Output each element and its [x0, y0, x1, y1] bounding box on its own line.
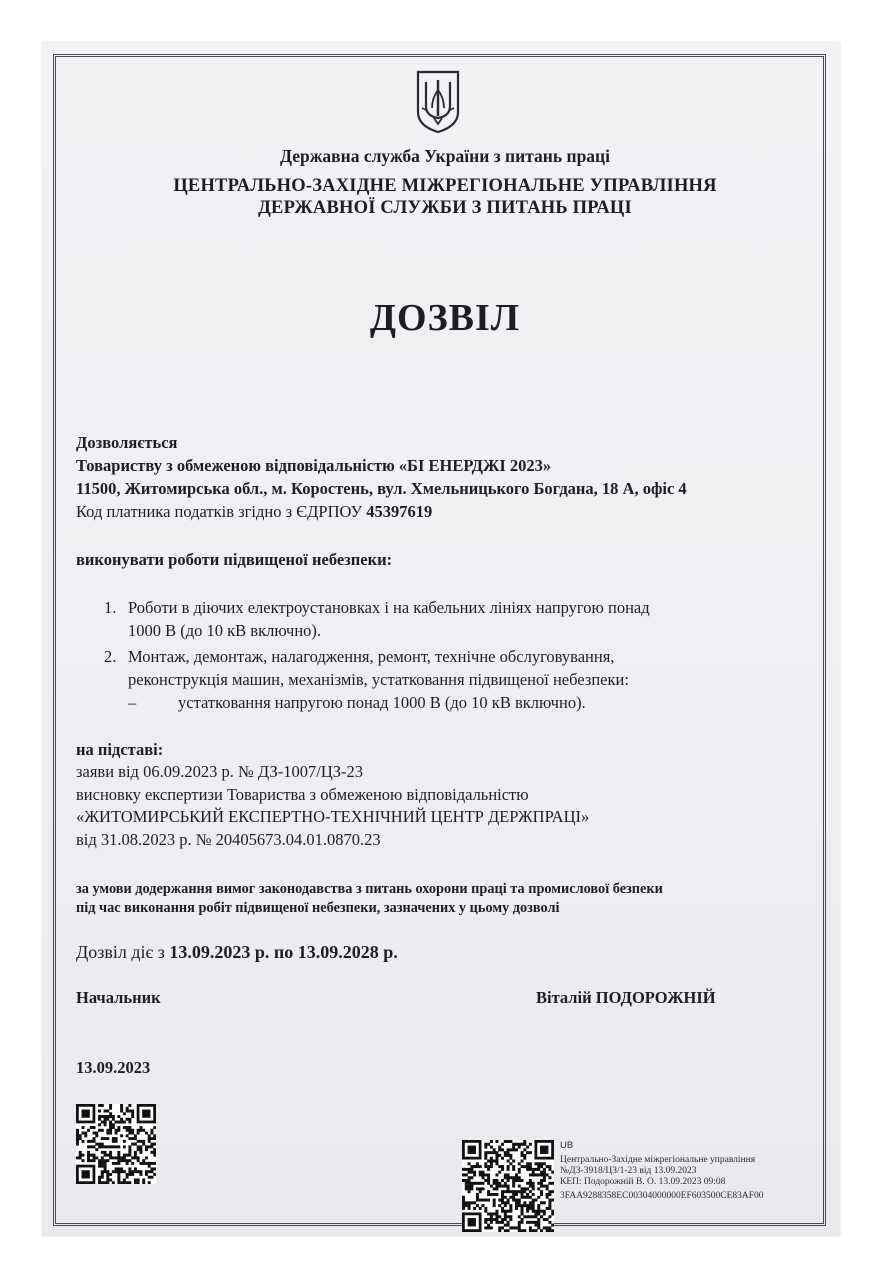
esign-stamp-line-5: 3FAA9288358EC00304000000EF603500CE83AF00 [560, 1191, 764, 1201]
grantee-name: Товариству з обмеженою відповідальністю «БІ ЕНЕРДЖІ 2023» [76, 456, 552, 475]
coat-of-arms-trident-icon [414, 68, 462, 134]
work-item-2-number: 2. [104, 647, 117, 666]
signatory-position: Начальник [76, 988, 161, 1007]
qr-code-icon [462, 1140, 554, 1232]
department-line-2: ДЕРЖАВНОЇ СЛУЖБИ З ПИТАНЬ ПРАЦІ [258, 198, 632, 218]
tax-code-value: 45397619 [366, 502, 433, 521]
esign-stamp-line-1: UB [560, 1140, 574, 1151]
work-item-2-line-1: Монтаж, демонтаж, налагодження, ремонт, технічне обслуговування, [128, 647, 615, 666]
validity-prefix: Дозвіл діє з [76, 942, 165, 962]
work-item-1-line-1: Роботи в діючих електроустановках і на кабельних лініях напругою понад [128, 598, 650, 617]
esign-stamp-line-3: №ДЗ-3918/ЦЗ/1-23 від 13.09.2023 [560, 1166, 697, 1176]
tax-code-line [76, 502, 432, 522]
work-item-2-sub-text: устатковання напругою понад 1000 В (до 10 кВ включно). [178, 693, 586, 712]
work-item-1-line-2: 1000 В (до 10 кВ включно). [128, 621, 322, 640]
validity-to: 13.09.2028 р. [297, 942, 398, 962]
basis-application: заяви від 06.09.2023 р. № ДЗ-1007/ЦЗ-23 [76, 762, 364, 781]
work-item-2-sub-dash: – [128, 693, 137, 712]
signatory-name: Віталій ПОДОРОЖНІЙ [536, 988, 716, 1007]
validity-from: 13.09.2023 р. [169, 942, 270, 962]
grantee-address: 11500, Житомирська обл., м. Коростень, вул. Хмельницького Богдана, 18 А, офіс 4 [76, 479, 687, 498]
esign-stamp-line-4: КЕП: Подорожній В. О. 13.09.2023 09:08 [560, 1177, 726, 1187]
basis-expert-center: «ЖИТОМИРСЬКИЙ ЕКСПЕРТНО-ТЕХНІЧНИЙ ЦЕНТР ДЕРЖПРАЦІ» [76, 807, 590, 826]
department-line-1: ЦЕНТРАЛЬНО-ЗАХІДНЕ МІЖРЕГІОНАЛЬНЕ УПРАВЛІННЯ [173, 176, 717, 196]
tax-code-label: Код платника податків згідно з ЄДРПОУ [76, 502, 363, 521]
page-title: ДОЗВІЛ [369, 297, 521, 339]
basis-expertise: висновку експертизи Товариства з обмеженою відповідальністю [76, 785, 529, 804]
work-item-2-line-2: реконструкція машин, механізмів, устатковання підвищеної небезпеки: [128, 670, 629, 689]
validity-line [76, 942, 398, 962]
conditions-line-2: під час виконання робіт підвищеної небезпеки, зазначених у цьому дозволі [76, 900, 560, 916]
issue-date: 13.09.2023 [76, 1058, 151, 1077]
validity-middle: по [273, 942, 294, 962]
basis-heading: на підставі: [76, 740, 164, 759]
work-item-1-number: 1. [104, 598, 117, 617]
agency-name: Державна служба України з питань праці [279, 146, 611, 166]
qr-code-icon [76, 1104, 156, 1184]
basis-expertise-number: від 31.08.2023 р. № 20405673.04.01.0870.23 [76, 830, 381, 849]
works-heading: виконувати роботи підвищеної небезпеки: [76, 550, 393, 569]
esign-stamp-line-2: Центрально-Західне міжрегіональне управління [560, 1155, 756, 1165]
conditions-line-1: за умови додержання вимог законодавства з питань охорони праці та промислової безпеки [76, 881, 663, 897]
grantee-intro: Дозволяється [76, 433, 178, 452]
